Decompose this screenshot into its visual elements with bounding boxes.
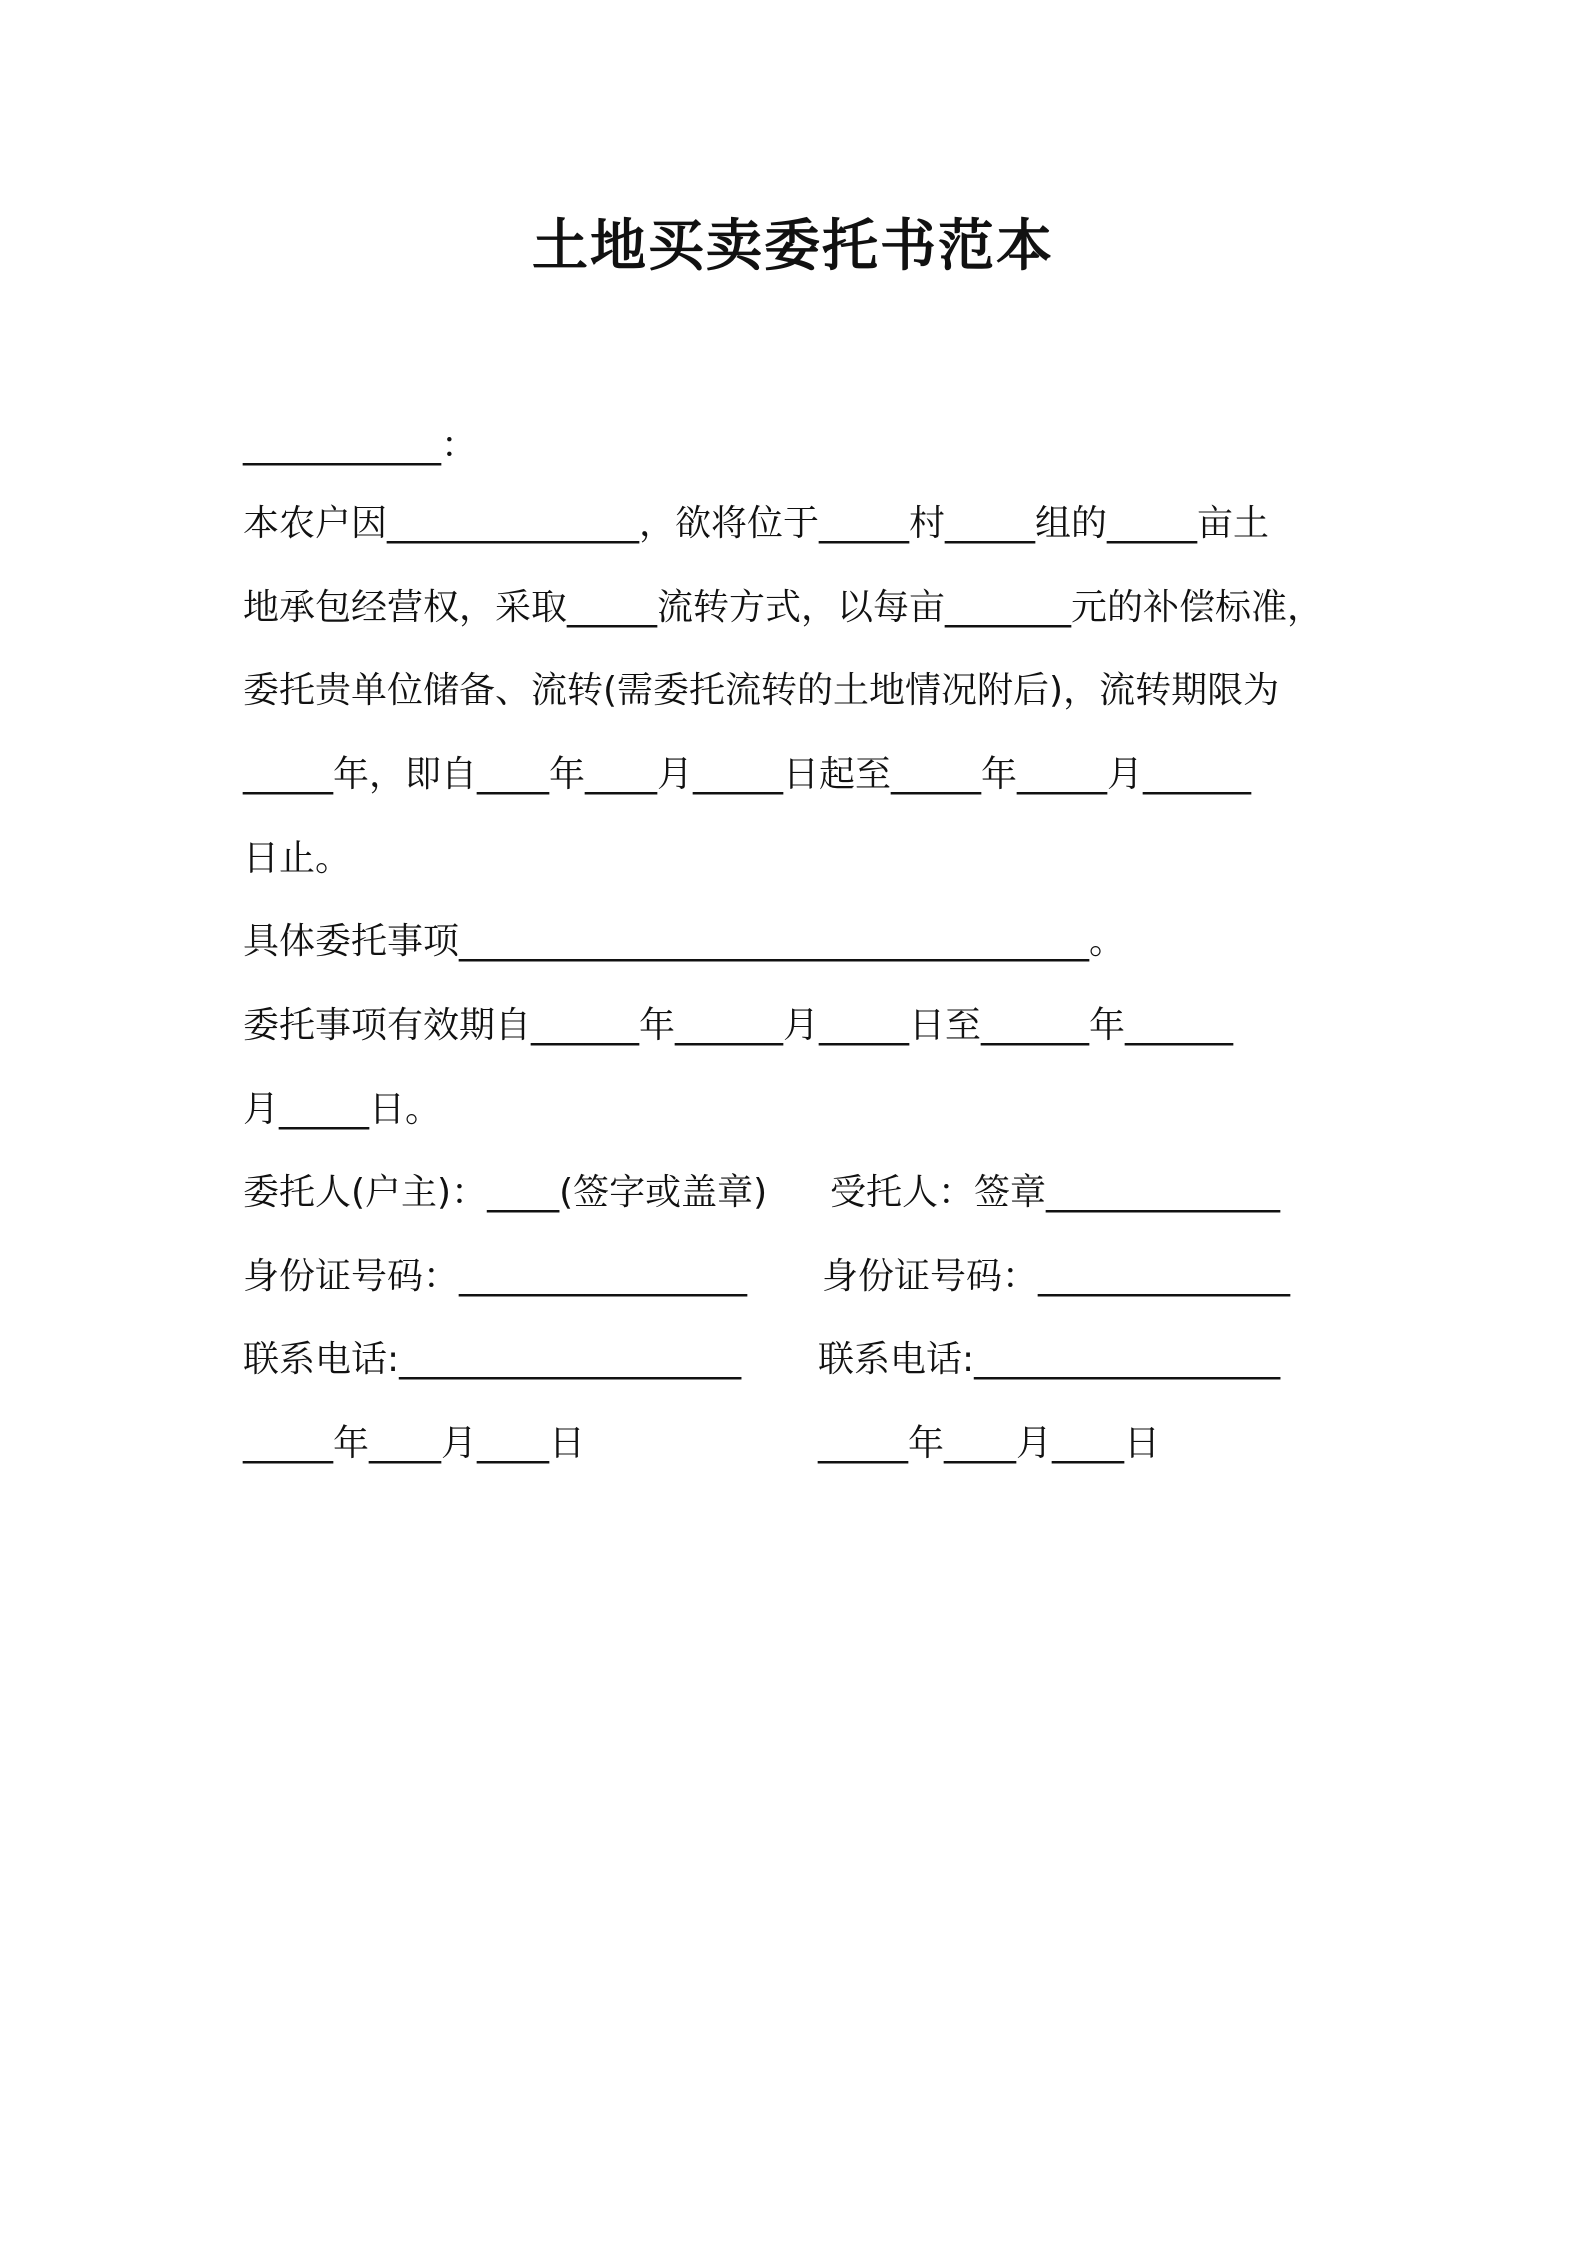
document-title: 土地买卖委托书范本	[532, 214, 1054, 279]
entrusted-matters-line: 具体委托事项___________________________________。	[243, 921, 1126, 962]
paragraph-line-3: 委托贵单位储备、流转(需委托流转的土地情况附后)，流转期限为	[243, 670, 1280, 711]
paragraph-line-4: _____年，即自____年____月_____日起至_____年_____月______	[243, 754, 1252, 795]
principal-phone: 联系电话:___________________	[243, 1339, 742, 1380]
agent-date: _____年____月____日	[818, 1423, 1160, 1464]
principal-id-number: 身份证号码：________________	[243, 1256, 748, 1297]
paragraph-line-2: 地承包经营权，采取_____流转方式，以每亩_______元的补偿标准，	[243, 587, 1324, 628]
principal-date: _____年____月____日	[243, 1423, 585, 1464]
agent-phone: 联系电话:_________________	[818, 1339, 1281, 1380]
agent-id-number: 身份证号码：______________	[822, 1256, 1291, 1297]
principal-signature: 委托人(户主)：____(签字或盖章)	[243, 1172, 768, 1213]
validity-line-2: 月_____日。	[243, 1089, 442, 1130]
paragraph-line-5: 日止。	[243, 838, 352, 879]
addressee-line: ___________：	[243, 425, 478, 466]
paragraph-line-1: 本农户因______________，欲将位于_____村_____组的_____亩土	[243, 503, 1270, 544]
validity-line-1: 委托事项有效期自______年______月_____日至______年______	[243, 1005, 1234, 1046]
agent-signature: 受托人：签章_____________	[830, 1172, 1281, 1213]
